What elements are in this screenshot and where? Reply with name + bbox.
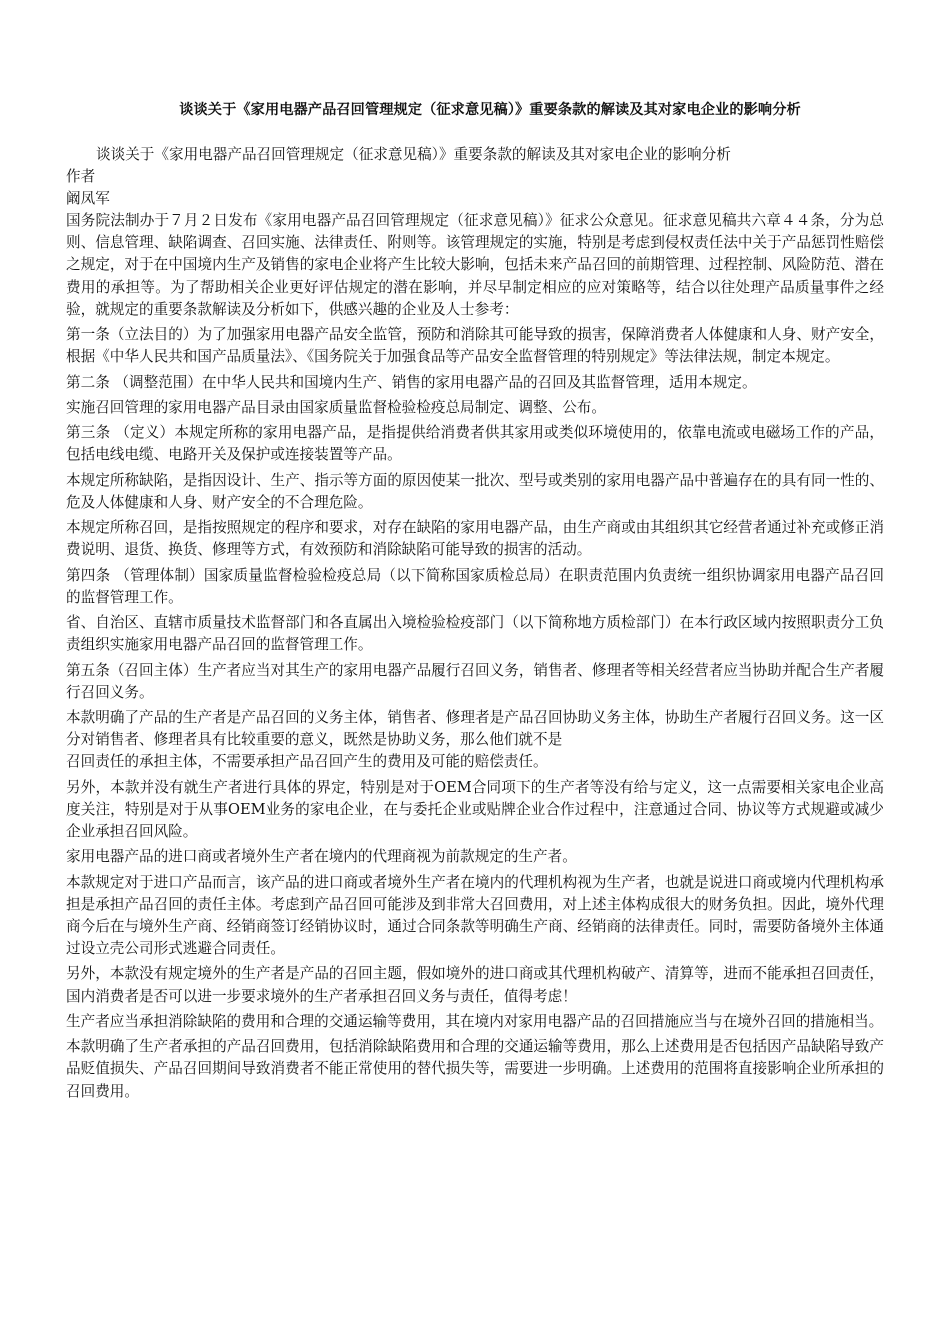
- recall-cost-commentary-paragraph: 本款明确了生产者承担的产品召回费用，包括消除缺陷费用和合理的交通运输等费用，那么上述费用是否包括因产品缺陷导致产品贬值损失、产品召回期间导致消费者不能正常使用的替代损失等，需要进一步明确。上述费用的范围将直接影响企业所承担的召回费用。: [66, 1038, 884, 1100]
- recall-definition-paragraph: 本规定所称召回，是指按照规定的程序和要求，对存在缺陷的家用电器产品，由生产商或由其组织其它经营者通过补充或修正消费说明、退货、换货、修理等方式，有效预防和消除缺陷可能导致的损害的活动。: [66, 519, 884, 559]
- importer-clause-paragraph: 家用电器产品的进口商或者境外生产者在境内的代理商视为前款规定的生产者。: [66, 848, 577, 866]
- article-2-paragraph: 第二条 （调整范围）在中华人民共和国境内生产、销售的家用电器产品的召回及其监督管理，适用本规定。: [66, 373, 757, 391]
- importer-commentary-paragraph: 本款规定对于进口产品而言，该产品的进口商或者境外生产者在境内的代理机构视为生产者，也就是说进口商或境内代理机构承担是承担产品召回的责任主体。考虑到产品召回可能涉及到非常大召回费用，对上述主体构成很大的财务负担。因此，境外代理商今后在与境外生产商、经销商签订经销协议时，通过合同条款等明确生产商、经销商的法律责任。同时，需要防备境外主体通过设立壳公司形式逃避合同责任。: [66, 873, 884, 958]
- article-5-paragraph: 第五条（召回主体）生产者应当对其生产的家用电器产品履行召回义务，销售者、修理者等相关经营者应当协助并配合生产者履行召回义务。: [66, 661, 884, 701]
- document-body: [66, 144, 884, 1106]
- defect-definition-paragraph: 本规定所称缺陷，是指因设计、生产、指示等方面的原因使某一批次、型号或类别的家用电器产品中普遍存在的具有同一性的、危及人体健康和人身、财产安全的不合理危险。: [66, 471, 884, 511]
- document-title: 谈谈关于《家用电器产品召回管理规定（征求意见稿）》重要条款的解读及其对家电企业的影响分析: [179, 102, 801, 118]
- article-3-paragraph: 第三条 （定义）本规定所称的家用电器产品，是指提供给消费者供其家用或类似环境使用的，依靠电流或电磁场工作的产品，包括电线电缆、电路开关及保护或连接装置等产品。: [66, 424, 884, 464]
- oem-commentary-paragraph: 另外，本款并没有就生产者进行具体的界定，特别是对于OEM合同项下的生产者等没有给与定义，这一点需要相关家电企业高度关注，特别是对于从事OEM业务的家电企业，在与委托企业或贴牌企业合作过程中，注意通过合同、协议等方式规避或减少企业承担召回风险。: [66, 778, 884, 840]
- article-4-paragraph: 第四条 （管理体制）国家质量监督检验检疫总局（以下简称国家质检总局）在职责范围内负责统一组织协调家用电器产品召回的监督管理工作。: [66, 566, 884, 606]
- article-2-clause-paragraph: 实施召回管理的家用电器产品目录由国家质量监督检验检疫总局制定、调整、公布。: [66, 398, 606, 416]
- subtitle-paragraph: 谈谈关于《家用电器产品召回管理规定（征求意见稿）》重要条款的解读及其对家电企业的影响分析: [96, 146, 731, 163]
- author-name: 阚凤军: [66, 190, 110, 208]
- article-4-clause-paragraph: 省、自治区、直辖市质量技术监督部门和各直属出入境检验检疫部门（以下简称地方质检部门）在本行政区域内按照职责分工负责组织实施家用电器产品召回的监督管理工作。: [66, 614, 884, 654]
- intro-paragraph: 国务院法制办于７月２日发布《家用电器产品召回管理规定（征求意见稿）》征求公众意见。征求意见稿共六章４４条，分为总则、信息管理、缺陷调查、召回实施、法律责任、附则等。该管理规定的实施，特别是考虑到侵权责任法中关于产品惩罚性赔偿之规定，对于在中国境内生产及销售的家电企业将产生比较大影响，包括未来产品召回的前期管理、过程控制、风险防范、潜在费用的承担等。为了帮助相关企业更好评估规定的潜在影响，并尽早制定相应的应对策略等，结合以往处理产品质量事件之经验，就规定的重要条款解读及分析如下，供感兴趣的企业及人士参考：: [66, 212, 884, 318]
- foreign-producer-commentary-paragraph: 另外，本款没有规定境外的生产者是产品的召回主题，假如境外的进口商或其代理机构破产、清算等，进而不能承担召回责任，国内消费者是否可以进一步要求境外的生产者承担召回义务与责任，值得考虑！: [66, 965, 884, 1005]
- article-1-paragraph: 第一条（立法目的）为了加强家用电器产品安全监管，预防和消除其可能导致的损害，保障消费者人体健康和人身、财产安全，根据《中华人民共和国产品质量法》、《国务院关于加强食品等产品安全监督管理的特别规定》等法律法规，制定本规定。: [66, 326, 884, 366]
- commentary-paragraph: 本款明确了产品的生产者是产品召回的义务主体，销售者、修理者是产品召回协助义务主体，协助生产者履行召回义务。这一区分对销售者、修理者具有比较重要的意义，既然是协助义务，那么他们就不是: [66, 709, 884, 749]
- recall-cost-clause-paragraph: 生产者应当承担消除缺陷的费用和合理的交通运输等费用，其在境内对家用电器产品的召回措施应当与在境外召回的措施相当。: [66, 1012, 884, 1030]
- author-label: 作者: [66, 168, 96, 186]
- commentary-continued-paragraph: 召回责任的承担主体，不需要承担产品召回产生的费用及可能的赔偿责任。: [66, 753, 548, 771]
